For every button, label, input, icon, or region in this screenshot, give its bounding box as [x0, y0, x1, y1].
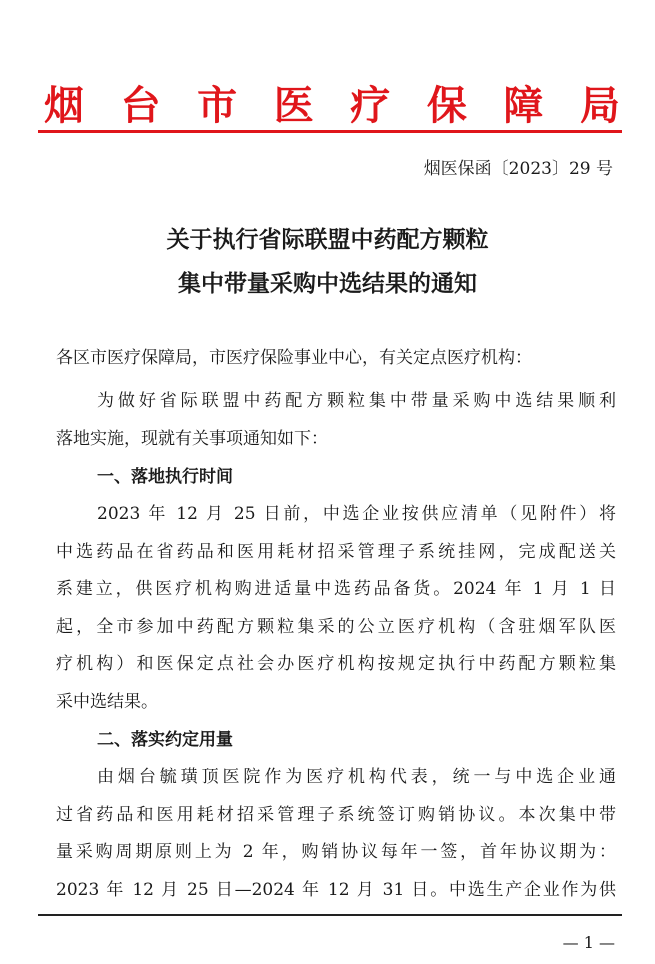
page-number: — 1 —	[562, 933, 615, 952]
section-1-line: 疗机构）和医保定点社会办医疗机构按规定执行中药配方颗粒集	[56, 654, 616, 674]
section-2-line: 量采购周期原则上为 2 年，购销协议每年一签，首年协议期为：	[56, 842, 616, 862]
header-char: 市	[197, 83, 238, 129]
section-1-line: 中选药品在省药品和医用耗材招采管理子系统挂网，完成配送关	[56, 542, 616, 562]
agency-header-title	[44, 74, 620, 138]
section-2-line: 过省药品和医用耗材招采管理子系统签订购销协议。本次集中带	[56, 805, 616, 825]
header-char: 障	[503, 83, 544, 129]
section-1-line: 采中选结果。	[56, 692, 158, 712]
section-1-line: 2023 年 12 月 25 日前，中选企业按供应清单（见附件）将	[97, 504, 616, 524]
document-title-line-2: 集中带量采购中选结果的通知	[178, 271, 477, 297]
salutation: 各区市医疗保障局，市医疗保险事业中心，有关定点医疗机构：	[56, 348, 532, 368]
header-char: 保	[426, 83, 467, 129]
intro-line: 落地实施，现就有关事项通知如下：	[56, 429, 328, 449]
section-1-line: 起，全市参加中药配方颗粒集采的公立医疗机构（含驻烟军队医	[56, 617, 616, 637]
document-title-line-1: 关于执行省际联盟中药配方颗粒	[166, 227, 489, 253]
header-red-rule	[38, 130, 622, 133]
section-1-line: 系建立，供医疗机构购进适量中选药品备货。2024 年 1 月 1 日	[56, 579, 616, 599]
section-2-line: 由烟台毓璜顶医院作为医疗机构代表，统一与中选企业通	[97, 767, 616, 787]
intro-line: 为做好省际联盟中药配方颗粒集中带量采购中选结果顺利	[97, 391, 616, 411]
section-2-heading: 二、落实约定用量	[97, 730, 233, 750]
header-char: 台	[120, 83, 161, 129]
document-number: 烟医保函〔2023〕29 号	[423, 159, 613, 179]
header-char: 疗	[350, 83, 391, 129]
section-2-line: 2023 年 12 月 25 日—2024 年 12 月 31 日。中选生产企业作为供	[56, 880, 616, 900]
header-char: 局	[579, 83, 620, 129]
section-1-heading: 一、落地执行时间	[97, 467, 233, 487]
header-char: 烟	[44, 83, 84, 129]
header-char: 医	[273, 83, 314, 129]
footer-rule	[38, 914, 622, 916]
